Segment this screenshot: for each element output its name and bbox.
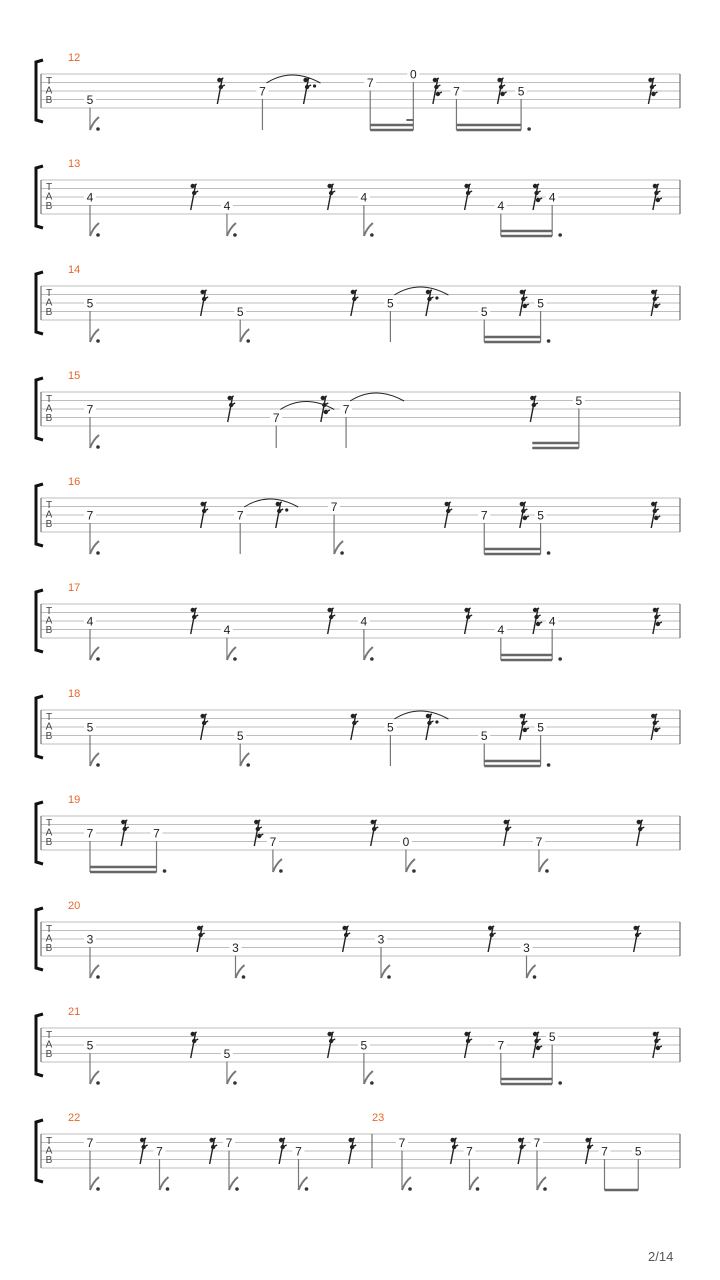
tab-clef-letter: B [45, 943, 53, 954]
fret-number: 7 [153, 826, 160, 841]
note-dot [235, 1187, 239, 1191]
fret-number: 5 [387, 720, 394, 735]
rest-dot [435, 296, 438, 299]
fret-number: 5 [480, 729, 488, 743]
fret-number: 5 [634, 1144, 642, 1159]
fret-number: 3 [377, 932, 385, 947]
tab-system [36, 688, 680, 767]
fret-number: 7 [156, 1144, 163, 1159]
tab-clef-letter: A [45, 509, 53, 521]
tie-arc [244, 499, 298, 507]
note-dot [96, 127, 100, 131]
tab-clef-letter: T [45, 1030, 53, 1041]
note-dot [476, 1187, 480, 1191]
note-dot [233, 1081, 237, 1085]
tab-clef-letter: A [45, 933, 53, 945]
note-dot [96, 1187, 100, 1191]
fret-number: 4 [548, 190, 556, 205]
tab-system [36, 900, 680, 979]
tab-clef-letter: B [45, 1155, 53, 1166]
measure-number: 19 [68, 794, 81, 806]
tab-clef-letter: B [45, 625, 53, 636]
tab-clef-letter: T [45, 76, 53, 87]
rest-dot [285, 508, 288, 511]
tab-system [36, 1006, 680, 1085]
measure-number: 17 [68, 582, 81, 594]
tab-clef-letter: T [45, 818, 53, 829]
tab-clef-letter: B [45, 837, 53, 848]
fret-number: 4 [360, 614, 368, 629]
note-dot [96, 975, 100, 979]
tab-clef-letter: T [45, 1136, 53, 1147]
fret-number: 7 [330, 500, 338, 514]
fret-number: 7 [398, 1136, 406, 1150]
tab-clef-letter: A [45, 721, 53, 733]
tab-clef-letter: T [45, 500, 53, 511]
fret-number: 7 [601, 1144, 608, 1159]
fret-number: 5 [360, 1038, 368, 1053]
note-dot [547, 339, 551, 343]
fret-number: 7 [86, 508, 94, 523]
fret-number: 7 [466, 1144, 473, 1159]
note-dot [370, 1081, 374, 1085]
tab-clef-letter: T [45, 182, 53, 193]
fret-number: 7 [295, 1144, 302, 1159]
fret-number: 7 [480, 508, 488, 523]
fret-number: 7 [272, 411, 280, 425]
fret-number: 4 [86, 614, 94, 629]
fret-number: 5 [236, 729, 244, 743]
tab-system [36, 370, 680, 449]
tab-system [36, 158, 680, 237]
tab-clef-letter: B [45, 95, 53, 106]
measure-number: 13 [68, 158, 81, 170]
tab-system [36, 794, 680, 873]
fret-number: 7 [453, 84, 460, 99]
tab-clef-letter: A [45, 1145, 53, 1157]
measure-number: 12 [68, 52, 81, 64]
fret-number: 4 [548, 614, 556, 629]
tab-system [36, 1112, 680, 1191]
fret-number: 3 [86, 932, 94, 947]
tab-clef-letter: A [45, 297, 53, 309]
fret-number: 7 [497, 1038, 505, 1053]
note-dot [246, 339, 250, 343]
fret-number: 7 [366, 76, 374, 90]
tab-clef-letter: T [45, 924, 53, 935]
tab-clef-letter: A [45, 403, 53, 415]
note-dot [533, 975, 537, 979]
rest-dot [313, 84, 316, 87]
note-dot [370, 657, 374, 661]
fret-number: 7 [259, 84, 266, 99]
tab-clef-letter: B [45, 519, 53, 530]
tab-clef-letter: T [45, 712, 53, 723]
measure-number: 20 [68, 900, 81, 912]
tab-clef-letter: B [45, 201, 53, 212]
fret-number: 0 [409, 67, 417, 82]
fret-number: 5 [86, 720, 94, 735]
fret-number: 4 [497, 623, 505, 637]
note-dot [96, 339, 100, 343]
rest-dot [435, 720, 438, 723]
fret-number: 5 [223, 1047, 231, 1061]
note-dot [96, 445, 100, 449]
fret-number: 5 [236, 305, 244, 319]
tab-system [36, 264, 680, 343]
tab-clef-letter: B [45, 731, 53, 742]
note-dot [233, 657, 237, 661]
note-dot [370, 233, 374, 237]
tab-system [36, 52, 680, 131]
tab-clef-letter: T [45, 288, 53, 299]
note-dot [558, 1081, 562, 1085]
tab-clef-letter: A [45, 1039, 53, 1051]
fret-number: 5 [517, 84, 525, 99]
note-dot [246, 763, 250, 767]
tab-clef-letter: B [45, 307, 53, 318]
fret-number: 0 [402, 835, 410, 849]
note-dot [166, 1187, 170, 1191]
fret-number: 5 [575, 394, 583, 408]
fret-number: 4 [223, 623, 231, 637]
note-dot [279, 869, 283, 873]
page-number: 2/14 [648, 1249, 674, 1264]
tie-arc [350, 393, 404, 401]
fret-number: 5 [387, 296, 394, 311]
tie-arc [394, 287, 448, 295]
note-dot [340, 551, 344, 555]
note-dot [558, 233, 562, 237]
tab-clef-letter: A [45, 827, 53, 839]
fret-number: 7 [342, 402, 350, 417]
note-dot [545, 869, 549, 873]
note-dot [547, 551, 551, 555]
measure-number: 21 [68, 1006, 81, 1018]
fret-number: 7 [86, 826, 94, 841]
note-dot [558, 657, 562, 661]
tab-clef-letter: T [45, 606, 53, 617]
fret-number: 5 [480, 305, 488, 319]
note-dot [543, 1187, 547, 1191]
measure-number: 23 [372, 1112, 385, 1124]
note-dot [96, 657, 100, 661]
fret-number: 7 [533, 1136, 541, 1150]
fret-number: 5 [86, 93, 94, 107]
tab-clef-letter: T [45, 394, 53, 405]
fret-number: 7 [86, 402, 94, 417]
fret-number: 7 [269, 835, 277, 849]
measure-number: 16 [68, 476, 81, 488]
measure-number: 18 [68, 688, 81, 700]
tie-arc [280, 402, 334, 410]
fret-number: 3 [523, 941, 530, 955]
fret-number: 5 [86, 296, 94, 311]
tab-clef-letter: A [45, 615, 53, 627]
note-dot [233, 233, 237, 237]
fret-number: 7 [535, 835, 543, 849]
fret-number: 4 [86, 190, 94, 205]
tie-arc [266, 75, 320, 83]
fret-number: 4 [497, 199, 505, 213]
note-dot [387, 975, 391, 979]
note-dot [412, 869, 416, 873]
measure-number: 15 [68, 370, 81, 382]
fret-number: 4 [223, 199, 231, 213]
fret-number: 5 [537, 720, 544, 735]
fret-number: 5 [537, 296, 544, 311]
tab-clef-letter: A [45, 191, 53, 203]
measure-number: 14 [68, 264, 81, 276]
tab-clef-letter: B [45, 413, 53, 424]
note-dot [96, 1081, 100, 1085]
fret-number: 5 [537, 508, 544, 523]
note-dot [547, 763, 551, 767]
note-dot [527, 127, 531, 131]
fret-number: 7 [86, 1136, 94, 1150]
tab-system [36, 476, 680, 555]
measure-number: 22 [68, 1112, 81, 1124]
note-dot [163, 869, 167, 873]
note-dot [242, 975, 246, 979]
note-dot [96, 551, 100, 555]
tab-clef-letter: B [45, 1049, 53, 1060]
fret-number: 4 [360, 190, 368, 205]
note-dot [96, 233, 100, 237]
note-dot [96, 763, 100, 767]
fret-number: 7 [225, 1136, 233, 1150]
fret-number: 3 [232, 941, 239, 955]
tie-arc [394, 711, 448, 719]
note-dot [305, 1187, 309, 1191]
tab-clef-letter: A [45, 85, 53, 97]
fret-number: 7 [236, 508, 244, 523]
fret-number: 5 [86, 1038, 94, 1053]
fret-number: 5 [548, 1030, 556, 1044]
tab-system [36, 582, 680, 661]
note-dot [408, 1187, 412, 1191]
